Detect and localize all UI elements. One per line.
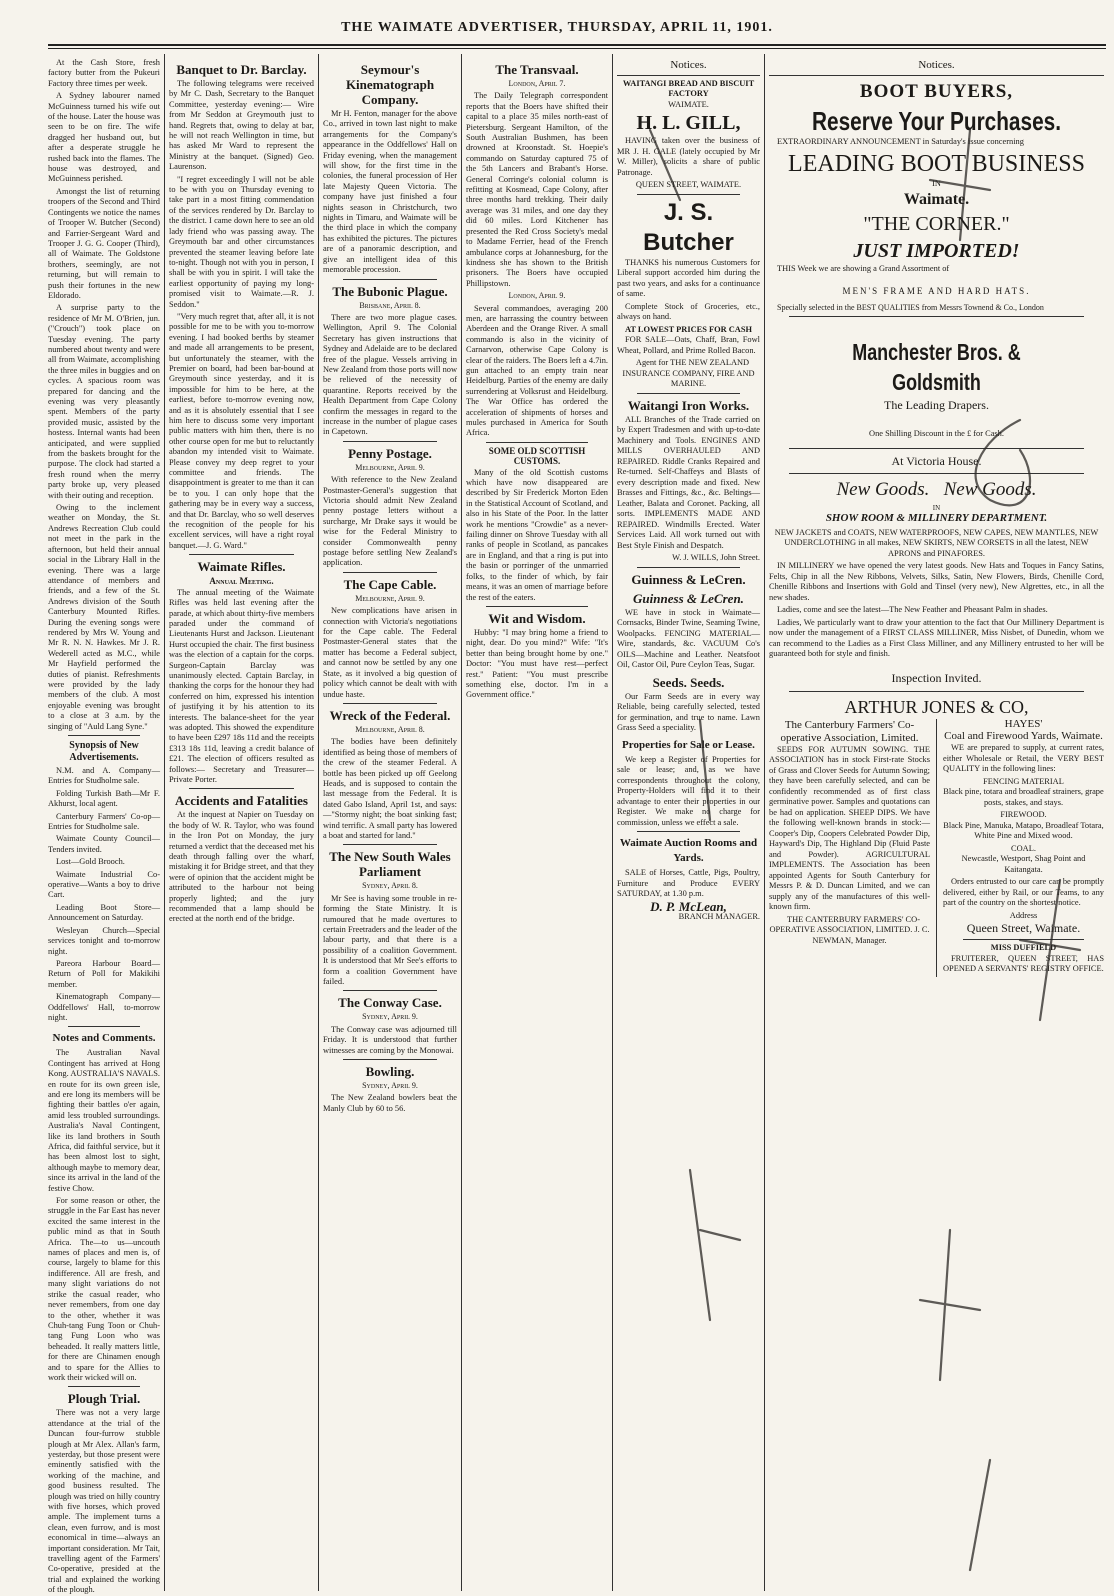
ad-heading: Coal and Firewood Yards, Waimate.	[944, 730, 1103, 742]
ad-subheading: FIREWOOD.	[1000, 810, 1047, 819]
article-paragraph: The Conway case was adjourned till Friday. It is understood that further witnesses are coming by the Monowai.	[323, 1024, 457, 1055]
dateline: Sydney, April 9.	[362, 1081, 418, 1091]
divider	[486, 442, 588, 443]
hayes-ad	[936, 719, 1104, 977]
article-paragraph: The following telegrams were received by Mr C. Dash, Secretary to the Banquet Committee, yesterday evening:— Wire from Mr Seddon at Greymouth just to hand. Regrets that, owing to delay at bar, he will not reach Wellington in time, but has asked Mr Ward to represent the Ministry at the banquet. (Signed) Geo. Laurenson.	[169, 79, 314, 172]
ad-heading: WAITANGI BREAD AND BISCUIT FACTORY	[622, 78, 755, 98]
ad-text: Newcastle, Westport, Shag Point and Kaitangata.	[961, 854, 1086, 874]
section-heading: Wreck of the Federal.	[329, 707, 451, 723]
divider	[637, 194, 740, 195]
article-paragraph: The Daily Telegraph correspondent reports that the Boers have shifted their capital to a place 35 miles north-east of Pietersburg. Sergeant Hamilton, of the South Australian Bushmen, has been drowned at Kroonstadt. St. Hoepie's commando on Saturday captured 75 of the 5th Lancers and Brabant's Horse. General Corringe's colonial column is refitting at Kosmead, Cape Colony, after three months hard trekking. Their daily average was 31 miles, and one day they did 60 miles. Lord Kitchener has presented the Red Cross Society's medal to Madame Ferrier, head of the French ambulance corps at Johannesburg, for the kindness she has shown to the British prisoners. The Boers have occupied Phillipstown.	[466, 91, 608, 288]
divider	[789, 316, 1084, 317]
section-heading: Notes and Comments.	[52, 1032, 156, 1045]
ad-heading: Properties for Sale or Lease.	[622, 738, 755, 751]
column-rule	[461, 54, 462, 1591]
ad-address: QUEEN STREET, WAIMATE.	[635, 180, 742, 189]
ad-text: MEN'S FRAME AND HARD HATS.	[842, 286, 1031, 296]
ad-name: D. P. McLean,	[650, 898, 727, 914]
notices-header: Notices.	[617, 58, 760, 76]
dateline: London, April 7.	[508, 79, 566, 88]
section-heading: Penny Postage.	[348, 445, 432, 461]
ad-location: WAIMATE.	[668, 99, 709, 109]
column-rule	[318, 54, 319, 1591]
ad-subheading: FENCING MATERIAL	[983, 776, 1064, 786]
synopsis-item: Kinematograph Company—Oddfellows' Hall, to-morrow night.	[48, 992, 160, 1022]
ad-subheading: COAL.	[1011, 843, 1036, 853]
synopsis-item: Lost—Gold Brooch.	[56, 857, 125, 867]
ad-text: Ladies, We particularly want to draw your attention to the fact that Our Millinery Department is now under the management of a FIRST CLASS MILLINER, Miss Nisbet, of Dunedin, whom we can recommend to the Ladies as a First Class Milliner, and any Millinery entrusted to her will be guaranteed both for style and finish.	[769, 617, 1104, 658]
ad-text: Complete Stock of Groceries, etc., always on hand.	[617, 301, 760, 321]
ad-text: Specially selected in the BEST QUALITIES from Messrs Townend & Co., London	[777, 302, 1044, 312]
ad-text: IN	[932, 503, 941, 512]
section-heading: Bowling.	[365, 1064, 415, 1080]
ad-text: THE CANTERBURY FARMERS' CO-OPERATIVE ASSOCIATION, LIMITED. J. C. NEWMAN, Manager.	[769, 914, 930, 945]
ad-text: WE are prepared to supply, at current rates, either Wholesale or Retail, the VERY BEST QUALITY in the following lines:	[943, 743, 1104, 773]
ad-subheadline: Inspection Invited.	[891, 670, 982, 685]
section-heading: The Transvaal.	[495, 62, 579, 77]
ad-signature: W. J. WILLS, John Street.	[672, 553, 760, 562]
divider	[68, 1386, 140, 1387]
divider	[789, 448, 1084, 449]
news-item: A surprise party to the residence of Mr M. O'Brien, jun. ("Crouch") took place on Tuesday evening. The party numbered about twenty and were all from Waimate, accomplishing the three miles in buggies and on cycles. A spacious room was prepared for dancing and the evening was very pleasantly spent. Members of the party provided music, assisted by the hostess. Internal wants had been anticipated, and were supplied from the baskets brought for the purpose. The clock had started a fresh round when the merry party broke up, very pleased with their outing and reception.	[48, 303, 160, 500]
ad-text: SALE of Horses, Cattle, Pigs, Poultry, Furniture and Produce EVERY SATURDAY, at 1.30 p.m.	[617, 868, 760, 898]
dateline: London, April 9.	[508, 291, 566, 301]
ad-headline: "THE CORNER."	[863, 212, 1010, 235]
masthead-rule-thin	[48, 48, 1106, 49]
synopsis-item: N.M. and A. Company—Entries for Studholme sale.	[48, 766, 160, 786]
ad-text: IN MILLINERY we have opened the very latest goods. New Hats and Toques in Fancy Satins, Felts, Chip in all the New Ribbons, Velvets, Silks, Satin, New Flowers, Birds, Chenille Cord, Chenille Ribbons and Insertions with Gold and Tinsel (very new), New Algrettes, etc., in all the new shades.	[769, 561, 1104, 602]
ad-signature: BRANCH MANAGER.	[678, 912, 760, 921]
ad-heading: MISS DUFFIELD	[990, 943, 1057, 952]
masthead-title: THE WAIMATE ADVERTISER, THURSDAY, APRIL 11, 1901.	[341, 20, 773, 35]
ad-text: We keep a Register of Properties for sale or lease; and, as we have correspondents throughout the colony, Property-Holders will find it to their advantage to enter their properties in our Register. We make no charge for commission, unless we effect a sale.	[617, 754, 760, 827]
ad-heading: Guinness & LeCren.	[631, 571, 746, 587]
article-paragraph: There are two more plague cases. Wellington, April 9. The Colonial Secretary has given instructions that Sydney and Adelaide are to be declared free of the plague. Vessels arriving in New Zealand from those ports will now be relieved of the necessity of quarantine. Reports received by the Health Department from Cape Colony confirm the messages in regard to the increase in the number of plague cases in Capetown.	[323, 312, 457, 437]
ad-heading: HAYES'	[1004, 717, 1043, 730]
dateline: Melbourne, April 8.	[355, 724, 425, 734]
ad-name: H. L. GILL,	[636, 112, 741, 134]
article-paragraph: The New Zealand bowlers beat the Manly Club by 60 to 56.	[323, 1093, 457, 1113]
divider	[343, 990, 437, 991]
article-paragraph: The annual meeting of the Waimate Rifles was held last evening after the parade, at which about thirty-five members paraded under the command of Lieutenants Hurst and Jackson. Lieutenant Hurst occupied the chair. The first business was the election of a captain for the corps. Surgeon-Captain Barclay was unanimously elected. Captain Barclay, in thanking the corps for the honour they had conferred on him, expressed his intention of justifying it by his attention to its interests. The balance-sheet for the year was adopted. This showed the expenditure to have been £297 18s 11d and the receipts £313 18s 11d, leaving a credit balance of £21. The election of officers resulted as follows:— Secretary and Treasurer—Private Porter.	[169, 587, 314, 784]
divider	[189, 788, 294, 789]
ad-text: Black pine, totara and broadleaf strainers, grape posts, stakes, and stays.	[943, 787, 1104, 807]
ad-headline: JUST IMPORTED!	[853, 239, 1020, 262]
synopsis-item: Canterbury Farmers' Co-op—Entries for Studholme sale.	[48, 811, 160, 832]
section-subheading: Annual Meeting.	[209, 576, 274, 587]
ad-text: ALL Branches of the Trade carried on by Expert Tradesmen and with up-to-date Machinery and Tools. ENGINES AND MILLS OVERHAULED AND REPAIRED. Riddle Cranks Repaired and Re-turned. Self-Chaffeys and Blasts of every description made and fixed. New Brasses and Fittings, &c., &c. Beltings—Leather, Balata and Coronet. Packing, all sorts. IMPLEMENTS MADE AND REPAIRED. Windmills Erected. Water Services Laid. All work turned out with Best Style Finish and Despatch.	[617, 414, 760, 550]
column-4	[466, 58, 608, 1589]
dateline: Brisbane, April 8.	[359, 300, 421, 310]
notices-header: Notices.	[769, 58, 1104, 76]
section-heading: Synopsis of New Advertisements.	[69, 740, 139, 763]
synopsis-item: Waimate Industrial Co-operative—Wants a boy to drive Cart.	[48, 869, 160, 900]
divider	[343, 1059, 437, 1060]
dateline: Melbourne, April 9.	[355, 593, 425, 603]
ad-subheadline: SHOW ROOM & MILLINERY DEPARTMENT.	[825, 512, 1048, 524]
divider	[637, 831, 740, 832]
divider	[189, 554, 294, 555]
column-1	[48, 58, 160, 1595]
divider	[789, 691, 1084, 692]
column-2	[169, 58, 314, 1589]
article-paragraph: "Very much regret that, after all, it is not possible for me to be with you to-morrow evening. I had booked berths by steamer and made all arrangements to be present, but unfortunately the steamer, with the Premier on board, had been bar-bound at Greymouth since yesterday, and it is impossible for him to be here, at the earliest, before to-morrow evening now, and as it is absolutely essential that I see him here to discuss some very important public matters with him then, there is no other course open for me but to reluctantly abandon my intended visit to Waimate. Please convey my deep regret to your committee and friends. The disappointment is greater to me than it can be to you. I can only hope that the gathering may be in every way a success, and that Dr. Barclay, who so well deserves the recognition of the people for his excellent services, will have a right royal banquet.—J. G. Ward."	[169, 311, 314, 550]
article-paragraph: The bodies have been definitely identified as being those of members of the crew of the steamer Federal. A bottle has been picked up off Geelong Heads, and is supposed to contain the last message from the Federal. It is dated Gabo Island, April 1st, and says:—"Stormy night; the boat sinking fast; wind terrific. A small party has lowered a boat and started for land."	[323, 737, 457, 840]
divider	[68, 735, 140, 736]
news-item: Owing to the inclement weather on Monday, the St. Andrews Recreation Club could not meet in the park in the afternoon, but held their annual social in the Library Hall in the evening. There was a large attendance of members and friends, and a few of the St. Andrews division of the South Canterbury Mounted Rifles. During the evening songs were rendered by Mrs W. Young and Mr R. N. N. Hawkes. Mr J. R. Wederell acted as M.C., while Mr Hayfield performed the duties of pianist. Refreshments were provided by the lady members of the club. A most enjoyable evening was brought to a close at 3 a.m. by the singing of "Auld Lang Syne."	[48, 503, 160, 731]
ad-name: J. S. Butcher	[643, 198, 734, 256]
ad-heading: Waimate Auction Rooms and Yards.	[619, 837, 758, 864]
ad-text: Our Farm Seeds are in every way Reliable, being carefully selected, tested for germination, and true to name. Lawn Grass Seed a speciality.	[617, 691, 760, 732]
ad-subheadline: The Leading Drapers.	[884, 398, 989, 412]
divider	[789, 473, 1084, 474]
divider	[637, 567, 740, 568]
article-paragraph: Mr H. Fenton, manager for the above Co., arrived in town last night to make arrangements for the Company's appearance in the Oddfellows' Hall on Friday evening, when the management will show, for the first time in the colonies, the funeral procession of Her late Majesty Queen Victoria. The company have just finished a four nights season in Christchurch, two nights in Timaru, and Waimate will be the third place in which the company has exhibited the pictures. The pictures are of a panoramic description, and give an intelligent idea of this memorable procession.	[323, 109, 457, 275]
section-heading: Banquet to Dr. Barclay.	[176, 62, 307, 77]
ad-address: Queen Street, Waimate.	[966, 921, 1081, 935]
article-paragraph: There was not a very large attendance at the trial of the Duncan four-furrow stubble plough at Mr Alex. Allan's farm, yesterday, but those present were eminently satisfied with the working of the machine, and good business resulted. The plough was tried on hilly country with five horses, which proved ample. The implement turns a clean, even furrow, and is most economical in time—always an important consideration. Mr Tait, travelling agent of the Farmers' Co-operative, presided at the trial and explained the working of the plough.	[48, 1408, 160, 1595]
article-paragraph: With reference to the New Zealand Postmaster-General's suggestion that Victoria should admit New Zealand penny postage letters without a surcharge, Mr Drake says it would be wise for the Federal Ministry to consider Commonwealth penny postage before settling New Zealand's application.	[323, 475, 457, 568]
column-6	[769, 58, 1104, 1589]
section-heading: Plough Trial.	[67, 1391, 141, 1407]
cfc-ad	[769, 719, 930, 977]
article-paragraph: Hubby: "I may bring home a friend to night, dear. Do you mind?" Wife: "It's better than being brought home by one." Doctor: "You must have rest—perfect rest." Patient: "You must prescribe something else, doctor. I'm in a Government office."	[466, 627, 608, 700]
divider	[343, 279, 437, 280]
section-heading: Seymour's Kinematograph Company.	[345, 62, 435, 107]
article-paragraph: Several commandoes, averaging 200 men, are harrassing the country between Aberdeen and the Orange River. A small commando is also in the vicinity of Carnarvon, otherwise Cape Colony is clear of the raiders. The Boers left a 4.7in. gun attached to an empty train near Heidelburg. Parties of the enemy are daily surrendering at Volksrust and Heidelburg. The War Office has ordered the acceleration of shipments of horses and mules purchased in America for South Africa.	[466, 303, 608, 438]
masthead	[0, 0, 1114, 44]
news-item: Amongst the list of returning troopers of the Second and Third Contingents we notice the names of Trooper W. Butcher (Second) and Farrier-Sergeant Ward and Trooper J. G. G. Cooper (Third), all of Waimate. The Goldstone brothers, seemingly, are not returning, but will remain to push their fortunes in the new Eldorado.	[48, 186, 160, 300]
article-paragraph: Many of the old Scottish customs which have now disappeared are described by Sir Frederick Morton Eden in the Statistical Account of Scotland, and also in his State of the Poor. In the latter work he mentions "Crowdie" as a never-failing dinner on Shrove Tuesday with all ranks of people in Scotland, as pancakes are in England, and that a ring is put into the basin or porringer of the unmarried folks, to the finder of which, by fair means, it was an omen of marriage before the rest of the eaters.	[466, 467, 608, 602]
article-paragraph: "I regret exceedingly I will not be able to be with you on Thursday evening to take part in a most fitting commendation of the services rendered by Dr. Barclay to the district. I came down here to see an old lady friend who was passing away. The Greymouth bar and other circumstances prevented the steamer leaving before late to-night. Though not with you in person, I shall be with you in spirit. I will take the earliest opportunity of paying my long-promised visit to Waimate.—R. J. Seddon."	[169, 174, 314, 309]
section-heading: The Bubonic Plague.	[332, 283, 448, 299]
divider	[963, 939, 1084, 940]
ad-text: THANKS his numerous Customers for Liberal support accorded him during the past two years, and asks for a continuance of same.	[617, 257, 760, 298]
article-paragraph: Mr See is having some trouble in re-forming the State Ministry. It is rumoured that he made overtures to certain Freetraders and the leader of the labour party, and that there is a possibility of a coalition Government. It is understood that Mr See's efforts to form a coalition Government have failed.	[323, 893, 457, 987]
ad-text: Black Pine, Manuka, Matapo, Broadleaf Totara, White Pine and Mixed wood.	[943, 820, 1104, 840]
ad-headline: New Goods. New Goods.	[836, 478, 1037, 500]
ad-text: SEEDS FOR AUTUMN SOWING. THE ASSOCIATION has in stock First-rate Stocks of Grass and Clover Seeds for Autumn Sowing; they have been carefully selected, and can be confidently recommended as of first class germinative power. Samples and quotations can be had on application. SHEEP DIPS. We have the following well-known brands in stock:—Cooper's Dip, Coopers Celebrated Powder Dip, Hayward's Dip, The Highland Dip (Fluid Paste and Powder). AGRICULTURAL IMPLEMENTS. The Association has been appointed Agents for South Canterbury for Messrs P. & D. Duncan Limited, and we can supply any of the manufactures of this well-known firm.	[769, 744, 930, 911]
ad-text: Address	[1009, 910, 1038, 920]
section-heading: The Cape Cable.	[343, 576, 437, 592]
divider	[343, 441, 437, 442]
ad-headline: Reserve Your Purchases.	[812, 105, 1061, 136]
dateline: Sydney, April 8.	[362, 881, 418, 891]
section-heading: The New South Wales Parliament	[329, 849, 451, 880]
synopsis-item: Folding Turkish Bath—Mr F. Akhurst, local agent.	[48, 788, 160, 809]
ad-text: FOR SALE—Oats, Chaff, Bran, Fowl Wheat, Pollard, and Prime Rolled Bacon.	[617, 335, 760, 355]
article-paragraph: For some reason or other, the struggle in the Far East has never excited the same interest in the public mind as that in South Africa. The—to us—uncouth names of places and men is, of course, largely to blame for this indifference. All are fresh, and many slight variations do not strike the casual reader, who never remembers, from one day to the other, whether it was Chuh-tang Fung Toon or Chuh-tang Fung Loon who was beheaded. It really matters little, for there are Chinamen enough and to spare for the Allies to work their wicked will on.	[48, 1196, 160, 1382]
ad-heading: The Canterbury Farmers' Co-operative Association, Limited.	[780, 718, 919, 744]
ad-text: Orders entrusted to our care can be promptly delivered, either by Rail, or our Teams, to any part of the country on the shortest notice.	[943, 877, 1104, 907]
section-heading: SOME OLD SCOTTISH CUSTOMS.	[488, 445, 586, 467]
masthead-rule	[48, 44, 1106, 46]
ad-text: IN	[932, 179, 941, 188]
ad-heading: Waitangi Iron Works.	[627, 397, 750, 413]
ad-headline: Manchester Bros. & Goldsmith	[852, 339, 1021, 395]
section-heading: Wit and Wisdom.	[488, 610, 586, 626]
ad-headline: Waimate.	[903, 190, 970, 208]
ad-heading: Guinness & LeCren.	[633, 590, 744, 606]
ad-text: HAVING taken over the business of MR J. H. GALE (lately occupied by Mr W. Miller), solicits a share of public Patronage.	[617, 136, 760, 177]
article-paragraph: The Australian Naval Contingent has arrived at Hong Kong. AUSTRALIA'S NAVALS. en route for its own green isle, and ere long its members will be fighting their battles o'er again, amid less troubled surroundings. Australia's Naval Contingent, like its land brothers in South Africa, did faithful service, but it has been almost lost to sight, although maybe to memory dear, since its arrival in the land of the festive Chow.	[48, 1048, 160, 1193]
ad-headline: BOOT BUYERS,	[859, 80, 1014, 102]
synopsis-item: Waimate County Council—Tenders invited.	[48, 834, 160, 854]
dateline: Sydney, April 9.	[362, 1012, 418, 1022]
section-heading: The Conway Case.	[338, 995, 442, 1011]
divider	[343, 572, 437, 573]
section-heading: Accidents and Fatalities	[175, 793, 308, 809]
synopsis-item: Leading Boot Store—Announcement on Saturday.	[48, 902, 160, 923]
column-3	[323, 58, 457, 1589]
divider	[637, 393, 740, 394]
ad-headline: LEADING BOOT BUSINESS	[788, 151, 1085, 177]
column-rule	[612, 54, 613, 1591]
section-heading: Waimate Rifles.	[197, 559, 286, 575]
column-rule	[164, 54, 165, 1591]
ad-text: THIS Week we are showing a Grand Assortment of	[777, 263, 950, 273]
ad-subheadline: At Victoria House.	[891, 453, 982, 468]
article-paragraph: New complications have arisen in connection with Victoria's negotiations for the Cape cable. The Federal Postmaster-General states that the matter has become a Federal subject, and cannot now be settled by any one State, as it involved a big question of policy which cannot be dealt with with undue haste.	[323, 606, 457, 699]
divider	[486, 606, 588, 607]
divider	[343, 844, 437, 845]
divider	[343, 703, 437, 704]
ad-heading: Seeds. Seeds.	[652, 674, 725, 690]
ad-text: One Shilling Discount in the £ for Cash.	[869, 429, 1004, 438]
dateline: Melbourne, April 9.	[355, 462, 425, 472]
synopsis-item: Wesleyan Church—Special services tonight and to-morrow night.	[48, 925, 160, 956]
news-item: At the Cash Store, fresh factory butter from the Pukeuri Factory three times per week.	[48, 58, 160, 88]
ad-text: Agent for THE NEW ZEALAND INSURANCE COMPANY, FIRE AND MARINE.	[622, 358, 755, 388]
ad-text: WE have in stock in Waimate—Cornsacks, Binder Twine, Seaming Twine, Woolpacks. FENCING MATERIAL—Wire, standards, &c. VACUUM Co's OILS—Machine and Leather. Neatsfoot Oil, Castor Oil, Pure Ceylon Teas, Sugar.	[617, 607, 760, 669]
ad-text: FRUITERER, QUEEN STREET, HAS OPENED A SERVANTS' REGISTRY OFFICE.	[943, 953, 1104, 973]
divider	[68, 1026, 140, 1027]
ad-text: EXTRAORDINARY ANNOUNCEMENT in Saturday's issue concerning	[777, 136, 1024, 146]
column-rule	[764, 54, 765, 1591]
ad-text: AT LOWEST PRICES FOR CASH	[624, 324, 753, 334]
article-paragraph: At the inquest at Napier on Tuesday on the body of W. R. Taylor, who was found in the Iron Pot on Monday, the jury returned a verdict that the deceased met his death through falling over the wharf, mistaking it for Bridge street, and that they were of opinion that the accident might be attributed to the harbour not being properly lighted; and the jury recommended that a lamp should be erected at the north end of the bridge.	[169, 810, 314, 924]
ad-text: NEW JACKETS and COATS, NEW WATERPROOFS, NEW CAPES, NEW MANTLES, NEW UNDERCLOTHING in all makes, NEW SKIRTS, NEW CORSETS in all the latest, NEW APRONS and PINAFORES.	[774, 527, 1099, 558]
ad-headline: ARTHUR JONES & CO,	[844, 696, 1029, 717]
news-item: A Sydney labourer named McGuinness turned his wife out of the house. Later the house was seen to be on fire. The wife dragged her husband out, but after a desperate struggle he rushed back into the flames. The house was destroyed, and McGuinness perished.	[48, 91, 160, 184]
synopsis-item: Pareora Harbour Board—Return of Poll for Makikihi member.	[48, 958, 160, 989]
ad-text: Ladies, come and see the latest—The New Feather and Pheasant Palm in shades.	[777, 605, 1048, 614]
column-5	[617, 58, 760, 1589]
